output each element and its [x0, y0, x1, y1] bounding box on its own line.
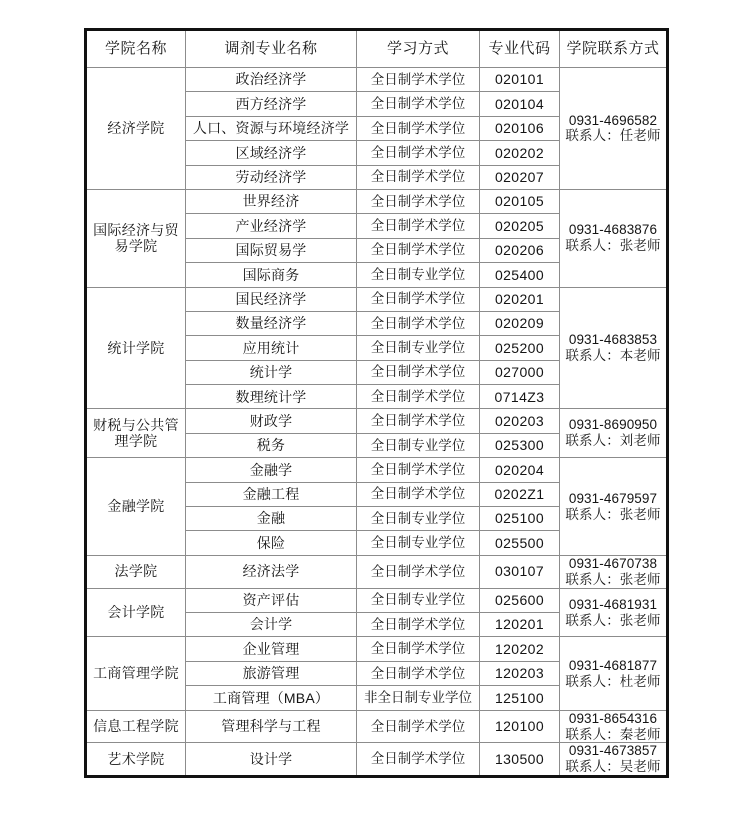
contact-phone: 0931-4670738 [568, 555, 658, 571]
major-code-cell: 120203 [480, 661, 560, 685]
major-name-cell: 人口、资源与环境经济学 [186, 116, 357, 140]
major-code-cell: 025200 [480, 336, 560, 360]
contact-phone: 0931-8690950 [568, 417, 658, 433]
study-mode-cell: 全日制学术学位 [357, 743, 480, 777]
major-name-cell: 资产评估 [186, 588, 357, 612]
contact-person: 联系人：秦老师 [565, 726, 661, 742]
table-row [86, 458, 668, 482]
major-name-cell: 设计学 [186, 743, 357, 777]
major-code-cell: 025600 [480, 588, 560, 612]
contact-person: 联系人：张老师 [565, 506, 661, 522]
school-name-cell: 财税与公共管理学院 [86, 409, 186, 458]
contact-phone: 0931-4683876 [568, 222, 658, 238]
table-row [86, 287, 668, 311]
study-mode-cell: 全日制学术学位 [357, 360, 480, 384]
major-code-cell: 025300 [480, 433, 560, 457]
contact-cell [560, 287, 668, 409]
major-name-cell: 保险 [186, 531, 357, 555]
contact-phone: 0931-4673857 [568, 743, 658, 759]
contact-person: 联系人：张老师 [565, 612, 661, 628]
study-mode-cell: 全日制学术学位 [357, 710, 480, 743]
contact-person: 联系人：张老师 [565, 238, 661, 254]
study-mode-cell: 全日制学术学位 [357, 409, 480, 433]
contact-cell [560, 588, 668, 637]
major-code-cell: 0714Z3 [480, 385, 560, 409]
contact-phone: 0931-4679597 [568, 490, 658, 506]
major-code-cell: 020205 [480, 214, 560, 238]
column-header-study-mode: 学习方式 [357, 30, 480, 68]
major-code-cell: 120202 [480, 637, 560, 661]
study-mode-cell: 全日制学术学位 [357, 141, 480, 165]
study-mode-cell: 全日制学术学位 [357, 189, 480, 213]
adjust-major-table-container [84, 28, 666, 778]
contact-cell [560, 637, 668, 710]
study-mode-cell: 全日制学术学位 [357, 555, 480, 588]
table-row [86, 68, 668, 92]
contact-cell [560, 68, 668, 190]
major-code-cell: 025400 [480, 263, 560, 287]
major-name-cell: 西方经济学 [186, 92, 357, 116]
major-name-cell: 金融 [186, 507, 357, 531]
study-mode-cell: 全日制学术学位 [357, 238, 480, 262]
major-name-cell: 经济法学 [186, 555, 357, 588]
contact-person: 联系人：本老师 [565, 347, 661, 363]
major-name-cell: 区域经济学 [186, 141, 357, 165]
major-name-cell: 金融学 [186, 458, 357, 482]
major-code-cell: 125100 [480, 686, 560, 710]
major-code-cell: 130500 [480, 743, 560, 777]
study-mode-cell: 全日制专业学位 [357, 531, 480, 555]
major-code-cell: 020203 [480, 409, 560, 433]
major-name-cell: 企业管理 [186, 637, 357, 661]
study-mode-cell: 全日制学术学位 [357, 385, 480, 409]
study-mode-cell: 全日制专业学位 [357, 336, 480, 360]
adjust-major-table [84, 28, 669, 778]
study-mode-cell: 全日制学术学位 [357, 661, 480, 685]
column-header-major: 调剂专业名称 [186, 30, 357, 68]
contact-cell [560, 458, 668, 556]
major-name-cell: 世界经济 [186, 189, 357, 213]
study-mode-cell: 全日制专业学位 [357, 507, 480, 531]
contact-cell [560, 189, 668, 287]
column-header-school: 学院名称 [86, 30, 186, 68]
major-name-cell: 会计学 [186, 613, 357, 637]
major-code-cell: 020209 [480, 311, 560, 335]
school-name-cell: 会计学院 [86, 588, 186, 637]
contact-cell [560, 710, 668, 743]
table-row [86, 588, 668, 612]
major-name-cell: 财政学 [186, 409, 357, 433]
major-code-cell: 020101 [480, 68, 560, 92]
contact-phone: 0931-8654316 [568, 710, 658, 726]
major-name-cell: 国际商务 [186, 263, 357, 287]
major-name-cell: 国际贸易学 [186, 238, 357, 262]
contact-cell [560, 409, 668, 458]
major-name-cell: 管理科学与工程 [186, 710, 357, 743]
major-code-cell: 020207 [480, 165, 560, 189]
major-name-cell: 金融工程 [186, 482, 357, 506]
column-header-contact: 学院联系方式 [560, 30, 668, 68]
study-mode-cell: 非全日制专业学位 [357, 686, 480, 710]
table-row [86, 637, 668, 661]
table-body [86, 68, 668, 777]
study-mode-cell: 全日制学术学位 [357, 613, 480, 637]
school-name-cell: 艺术学院 [86, 743, 186, 777]
study-mode-cell: 全日制学术学位 [357, 214, 480, 238]
contact-phone: 0931-4683853 [568, 332, 658, 348]
study-mode-cell: 全日制学术学位 [357, 311, 480, 335]
study-mode-cell: 全日制学术学位 [357, 68, 480, 92]
study-mode-cell: 全日制学术学位 [357, 92, 480, 116]
contact-person: 联系人：张老师 [565, 571, 661, 587]
study-mode-cell: 全日制学术学位 [357, 287, 480, 311]
study-mode-cell: 全日制学术学位 [357, 637, 480, 661]
school-name-cell: 金融学院 [86, 458, 186, 556]
table-row [86, 710, 668, 743]
school-name-cell: 工商管理学院 [86, 637, 186, 710]
table-row [86, 555, 668, 588]
major-code-cell: 027000 [480, 360, 560, 384]
major-name-cell: 国民经济学 [186, 287, 357, 311]
school-name-cell: 国际经济与贸易学院 [86, 189, 186, 287]
major-code-cell: 025500 [480, 531, 560, 555]
study-mode-cell: 全日制学术学位 [357, 458, 480, 482]
study-mode-cell: 全日制专业学位 [357, 263, 480, 287]
major-name-cell: 政治经济学 [186, 68, 357, 92]
major-code-cell: 020106 [480, 116, 560, 140]
contact-phone: 0931-4696582 [568, 112, 658, 128]
major-code-cell: 030107 [480, 555, 560, 588]
contact-phone: 0931-4681877 [568, 657, 658, 673]
school-name-cell: 信息工程学院 [86, 710, 186, 743]
table-row [86, 743, 668, 777]
major-code-cell: 020204 [480, 458, 560, 482]
major-code-cell: 0202Z1 [480, 482, 560, 506]
school-name-cell: 法学院 [86, 555, 186, 588]
study-mode-cell: 全日制学术学位 [357, 482, 480, 506]
major-code-cell: 020206 [480, 238, 560, 262]
major-code-cell: 020202 [480, 141, 560, 165]
school-name-cell: 统计学院 [86, 287, 186, 409]
contact-person: 联系人：吴老师 [565, 759, 661, 775]
major-name-cell: 工商管理（MBA） [186, 686, 357, 710]
major-name-cell: 统计学 [186, 360, 357, 384]
contact-cell [560, 555, 668, 588]
major-name-cell: 数理统计学 [186, 385, 357, 409]
major-name-cell: 旅游管理 [186, 661, 357, 685]
major-name-cell: 税务 [186, 433, 357, 457]
contact-person: 联系人：任老师 [565, 128, 661, 144]
contact-cell [560, 743, 668, 777]
major-code-cell: 020105 [480, 189, 560, 213]
major-code-cell: 120100 [480, 710, 560, 743]
study-mode-cell: 全日制专业学位 [357, 588, 480, 612]
major-name-cell: 产业经济学 [186, 214, 357, 238]
school-name-cell: 经济学院 [86, 68, 186, 190]
major-name-cell: 劳动经济学 [186, 165, 357, 189]
contact-person: 联系人：刘老师 [565, 433, 661, 449]
major-code-cell: 025100 [480, 507, 560, 531]
study-mode-cell: 全日制专业学位 [357, 433, 480, 457]
major-code-cell: 020201 [480, 287, 560, 311]
column-header-major-code: 专业代码 [480, 30, 560, 68]
table-header [86, 30, 668, 68]
table-row [86, 409, 668, 433]
study-mode-cell: 全日制学术学位 [357, 165, 480, 189]
major-code-cell: 020104 [480, 92, 560, 116]
major-name-cell: 数量经济学 [186, 311, 357, 335]
major-code-cell: 120201 [480, 613, 560, 637]
contact-phone: 0931-4681931 [568, 596, 658, 612]
study-mode-cell: 全日制学术学位 [357, 116, 480, 140]
major-name-cell: 应用统计 [186, 336, 357, 360]
header-row [86, 30, 668, 68]
table-row [86, 189, 668, 213]
contact-person: 联系人：杜老师 [565, 673, 661, 689]
